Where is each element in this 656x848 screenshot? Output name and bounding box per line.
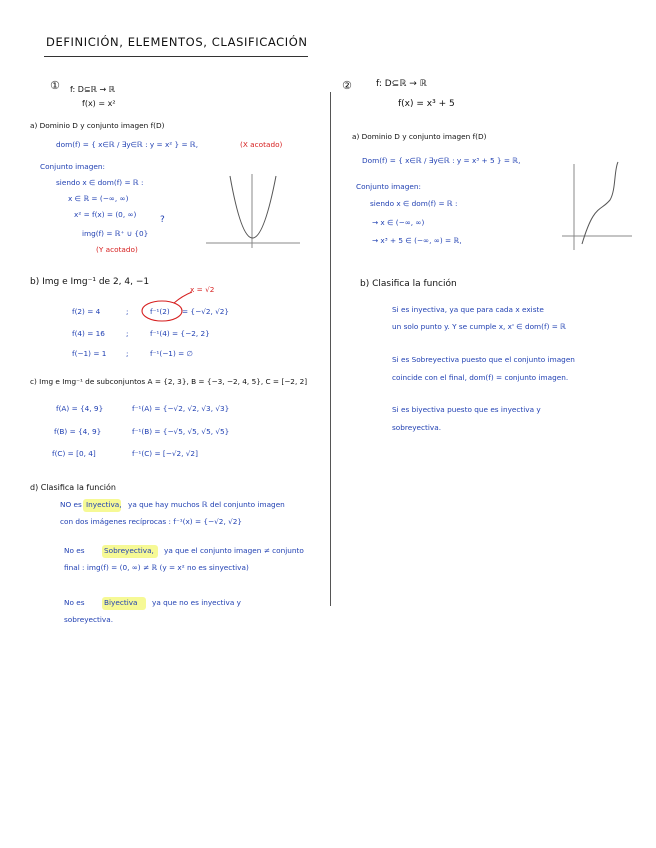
exercise-1-part-c-label: c) Img e Img⁻¹ de subconjuntos A = {2, 3}, B = {−3, −2, 4, 5}, C = [−2, 2] [30, 377, 308, 386]
exercise-1-image-line-4: img(f) = ℝ⁺ ∪ {0} [82, 229, 149, 238]
exercise-1-d1-text: ya que hay muchos ℝ del conjunto imagen [128, 500, 285, 509]
exercise-1-d3-continuation: sobreyectiva. [64, 615, 114, 624]
exercise-2-image-line-3: → x³ + 5 ∈ (−∞, ∞) = ℝ, [372, 236, 462, 245]
exercise-1-c-row-a-left: f(A) = {4, 9} [56, 404, 104, 413]
cubic-graph [560, 160, 636, 252]
exercise-1-c-row-c-left: f(C) = [0, 4] [52, 449, 96, 458]
exercise-1-c-row-a-right: f⁻¹(A) = {−√2, √2, √3, √3} [132, 404, 230, 413]
exercise-1-part-a-label: a) Dominio D y conjunto imagen f(D) [30, 121, 165, 130]
exercise-2-part-a-label: a) Dominio D y conjunto imagen f(D) [352, 132, 487, 141]
exercise-1-b-row-1-right: = {−√2, √2} [182, 307, 230, 316]
exercise-1-d2-text: ya que el conjunto imagen ≠ conjunto [164, 546, 304, 555]
exercise-2-surjective-line-2: coincide con el final, dom(f) = conjunto imagen. [392, 373, 569, 382]
exercise-1-b-row-3-left: f(−1) = 1 [72, 349, 107, 358]
exercise-1-function: f(x) = x² [82, 99, 116, 108]
exercise-2-domain: Dom(f) = { x∈ℝ / ∃y∈ℝ : y = x³ + 5 } = ℝ, [362, 156, 521, 165]
exercise-1-b-row-1-left: f(2) = 4 [72, 307, 101, 316]
exercise-1-image-label: Conjunto imagen: [40, 162, 105, 171]
exercise-1-image-note: (Y acotado) [96, 245, 138, 254]
exercise-2-number: ② [342, 79, 352, 92]
exercise-1-b-row-1-circled: f⁻¹(2) [150, 307, 170, 316]
title-underline [44, 56, 308, 57]
exercise-1-d3-highlight: Biyectiva [104, 598, 138, 607]
exercise-2-image-line-2: → x ∈ (−∞, ∞) [372, 218, 425, 227]
exercise-1-b-row-2-right: f⁻¹(4) = {−2, 2} [150, 329, 210, 338]
exercise-1-image-line-2: x ∈ ℝ = (−∞, ∞) [68, 194, 129, 203]
exercise-1-image-line-1: siendo x ∈ dom(f) = ℝ : [56, 178, 144, 187]
exercise-2-part-b-label: b) Clasifica la función [360, 279, 457, 289]
exercise-1-b-row-3-right: f⁻¹(−1) = ∅ [150, 349, 193, 358]
exercise-1-c-row-b-right: f⁻¹(B) = {−√5, √5, √5, √5} [132, 427, 230, 436]
exercise-1-c-row-b-left: f(B) = {4, 9} [54, 427, 102, 436]
parabola-graph [200, 170, 304, 250]
exercise-1-question-mark: ? [160, 215, 165, 225]
exercise-1-domain-note: (X acotado) [240, 140, 283, 149]
exercise-1-image-line-3: x² = f(x) = (0, ∞) [74, 210, 137, 219]
exercise-1-b-row-2-sep: ; [126, 329, 129, 338]
exercise-1-b-row-1-sep: ; [126, 307, 129, 316]
exercise-1-c-row-c-right: f⁻¹(C) = [−√2, √2] [132, 449, 198, 458]
exercise-2-bijective-line-1: Si es biyectiva puesto que es inyectiva y [392, 405, 541, 414]
exercise-2-image-label: Conjunto imagen: [356, 182, 421, 191]
exercise-1-d2-continuation: final : img(f) = (0, ∞) ≠ ℝ (y = x² no es sinyectiva) [64, 563, 249, 572]
exercise-1-b-row-2-left: f(4) = 16 [72, 329, 105, 338]
exercise-1-number: ① [50, 79, 60, 92]
exercise-1-d3-prefix: No es [64, 598, 85, 607]
highlight-circle [140, 299, 184, 323]
exercise-2-bijective-line-2: sobreyectiva. [392, 423, 442, 432]
exercise-2-surjective-line-1: Si es Sobreyectiva puesto que el conjunto imagen [392, 355, 575, 364]
exercise-2-function: f(x) = x³ + 5 [398, 99, 455, 109]
exercise-1-d2-prefix: No es [64, 546, 85, 555]
exercise-1-domain: dom(f) = { x∈ℝ / ∃y∈ℝ : y = x² } = ℝ, [56, 140, 199, 149]
exercise-2-image-line-1: siendo x ∈ dom(f) = ℝ : [370, 199, 458, 208]
exercise-1-d3-text: ya que no es inyectiva y [152, 598, 241, 607]
exercise-1-d1-highlight: Inyectiva, [86, 500, 122, 509]
column-divider [330, 92, 331, 606]
exercise-1-b-row-3-sep: ; [126, 349, 129, 358]
exercise-1-part-b-label: b) Img e Img⁻¹ de 2, 4, −1 [30, 277, 150, 287]
page-title: DEFINICIÓN, ELEMENTOS, CLASIFICACIÓN [46, 35, 308, 49]
exercise-1-part-b-note: x = √2 [190, 285, 215, 294]
exercise-1-d1-prefix: NO es [60, 500, 82, 509]
exercise-1-d2-highlight: Sobreyectiva, [104, 546, 154, 555]
exercise-1-definition: f: D⊆ℝ → ℝ [70, 85, 116, 94]
exercise-2-definition: f: D⊆ℝ → ℝ [376, 79, 427, 89]
exercise-1-part-d-label: d) Clasifica la función [30, 483, 116, 492]
exercise-1-d1-continuation: con dos imágenes recíprocas : f⁻¹(x) = {−√2, √2} [60, 517, 243, 526]
exercise-2-injective-line-1: Si es inyectiva, ya que para cada x existe [392, 305, 544, 314]
exercise-2-injective-line-2: un solo punto y. Y se cumple x, x' ∈ dom(f) = ℝ [392, 322, 566, 331]
